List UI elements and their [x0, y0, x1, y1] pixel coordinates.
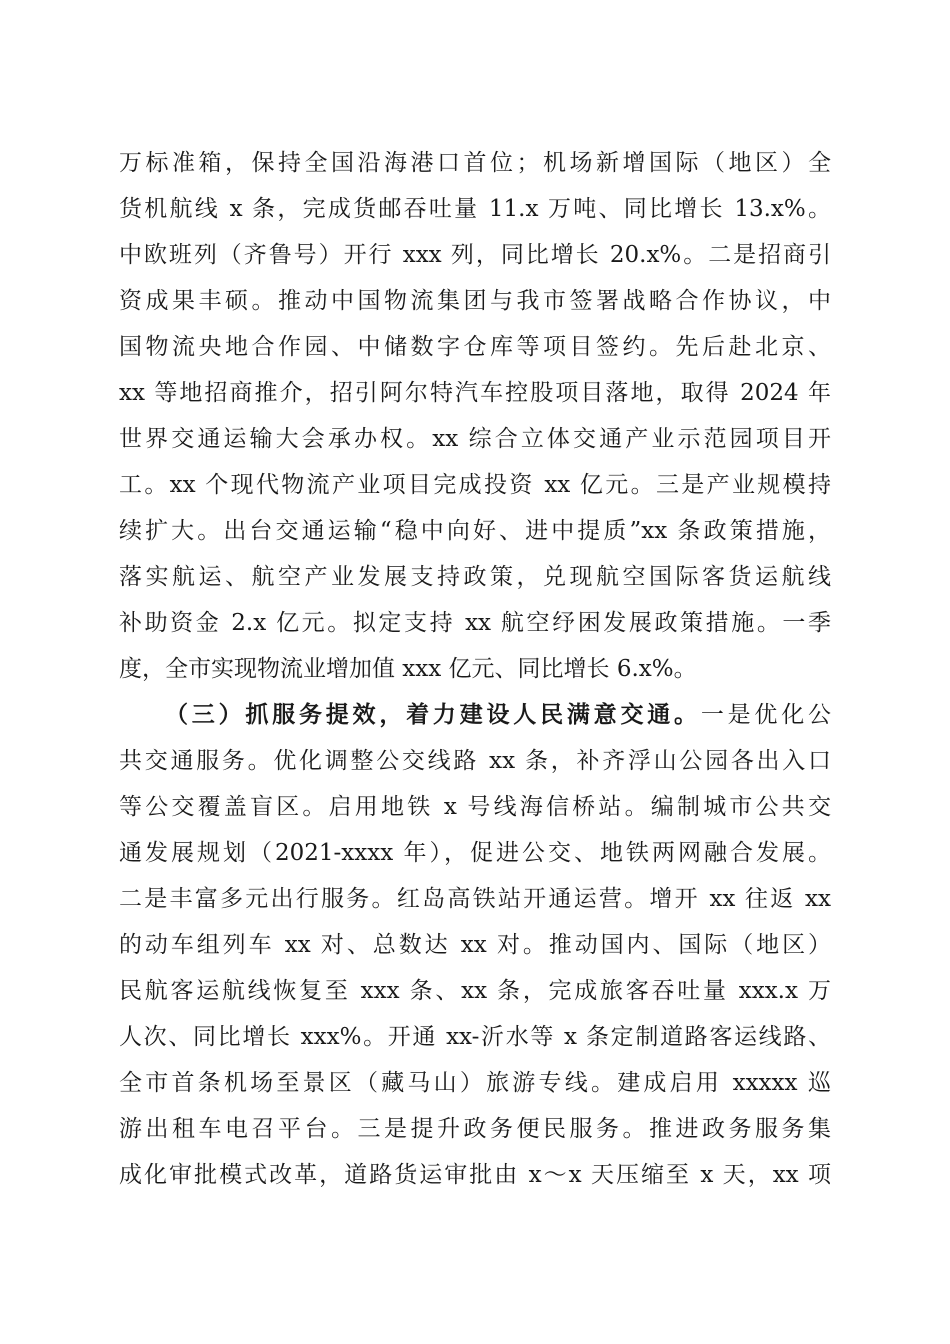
- text-line: 等公交覆盖盲区。启用地铁 x 号线海信桥站。编制城市公共交: [119, 794, 831, 820]
- text-line: 补助资金 2.x 亿元。拟定支持 xx 航空纾困发展政策措施。一季: [119, 610, 831, 636]
- section-heading: （三）抓服务提效，着力建设人民满意交通。: [165, 701, 701, 728]
- text-line: 二是丰富多元出行服务。红岛高铁站开通运营。增开 xx 往返 xx: [119, 886, 831, 912]
- text-line: xx 等地招商推介，招引阿尔特汽车控股项目落地，取得 2024 年: [119, 380, 831, 406]
- text-line: 工。xx 个现代物流产业项目完成投资 xx 亿元。三是产业规模持: [119, 472, 831, 498]
- section-heading-rest: 一是优化公: [700, 702, 831, 728]
- text-line: 成化审批模式改革，道路货运审批由 x～x 天压缩至 x 天，xx 项: [119, 1162, 831, 1188]
- text-line: 世界交通运输大会承办权。xx 综合立体交通产业示范园项目开: [119, 426, 831, 452]
- text-line: 国物流央地合作园、中储数字仓库等项目签约。先后赴北京、: [119, 334, 831, 360]
- text-line: 度，全市实现物流业增加值 xxx 亿元、同比增长 6.x%。: [119, 656, 697, 682]
- text-line: 落实航运、航空产业发展支持政策，兑现航空国际客货运航线: [119, 564, 831, 590]
- text-line: 民航客运航线恢复至 xxx 条、xx 条，完成旅客吞吐量 xxx.x 万: [119, 978, 831, 1004]
- text-line: 货机航线 x 条，完成货邮吞吐量 11.x 万吨、同比增长 13.x%。: [119, 196, 831, 222]
- body-text: [119, 140, 831, 1198]
- text-line: 游出租车电召平台。三是提升政务便民服务。推进政务服务集: [119, 1116, 831, 1142]
- text-line: 通发展规划（2021-xxxx 年），促进公交、地铁两网融合发展。: [119, 840, 831, 866]
- text-line: 资成果丰硕。推动中国物流集团与我市签署战略合作协议，中: [119, 288, 831, 314]
- text-line: 共交通服务。优化调整公交线路 xx 条，补齐浮山公园各出入口: [119, 748, 831, 774]
- section-heading-line: [119, 692, 831, 738]
- text-line: 的动车组列车 xx 对、总数达 xx 对。推动国内、国际（地区）: [119, 932, 831, 958]
- text-line: 中欧班列（齐鲁号）开行 xxx 列，同比增长 20.x%。二是招商引: [119, 242, 831, 268]
- text-line: 万标准箱，保持全国沿海港口首位；机场新增国际（地区）全: [119, 150, 831, 176]
- text-line: 人次、同比增长 xxx%。开通 xx-沂水等 x 条定制道路客运线路、: [119, 1024, 831, 1050]
- text-line: 续扩大。出台交通运输“稳中向好、进中提质”xx 条政策措施，: [119, 518, 831, 544]
- text-line: 全市首条机场至景区（藏马山）旅游专线。建成启用 xxxxx 巡: [119, 1070, 831, 1096]
